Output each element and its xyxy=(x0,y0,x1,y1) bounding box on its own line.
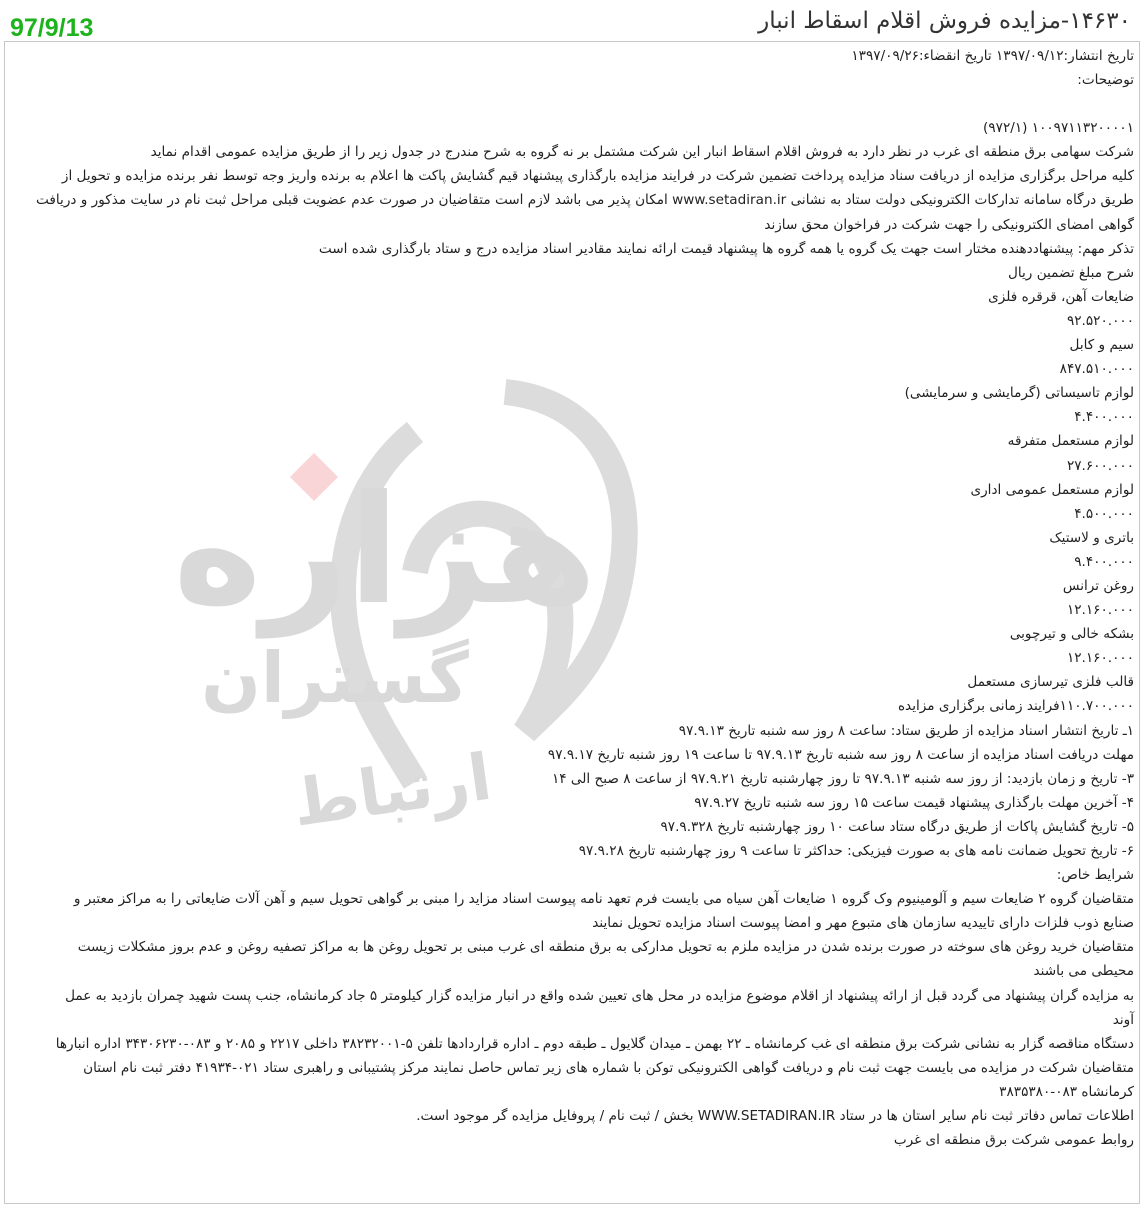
reference-number: ۱۰۰۹۷۱۱۳۲۰۰۰۰۱ (۹۷۲/۱) xyxy=(983,120,1134,137)
announcement-frame xyxy=(4,41,1140,1204)
registration-info: اطلاعات تماس دفاتر ثبت نام سایر استان ها در ستاد WWW.SETADIRAN.IR بخش / ثبت نام / پروفایل مزایده گر موجود است. xyxy=(416,1108,1134,1125)
group-amount: ۸۴۷.۵۱۰.۰۰۰ xyxy=(1059,361,1134,378)
special-conditions-heading: شرایط خاص: xyxy=(1056,867,1134,884)
body-line: متقاضیان گروه ۲ ضایعات سیم و آلومینیوم وک گروه ۱ ضایعات آهن سیاه می بایست فرم تعهد نامه پیوست اسناد مزاید را مبنی بر گواهی تحویل سیم و آهن آلات ضایعاتی را به مراکز معتبر و xyxy=(73,891,1134,908)
group-item: سیم و کابل xyxy=(1069,337,1134,354)
schedule-item: ۵- تاریخ گشایش پاکات از طریق درگاه ستاد ساعت ۱۰ روز چهارشنبه تاریخ ۹۷.۹.۳۲۸ xyxy=(660,818,1134,835)
body-line: گواهی امضای الکترونیکی را جهت شرکت در فراخوان محق سازند xyxy=(764,216,1134,233)
announcement-body xyxy=(10,44,1134,1152)
date-stamp: 97/9/13 xyxy=(10,14,94,42)
body-line: طریق درگاه سامانه تدارکات الکترونیکی دولت ستاد به نشانی www.setadiran.ir امکان پذیر می باشد لازم است متقاضیان در صورت عدم عضویت قبلی مراحل ثبت نام در سایت مذکور و دریافت xyxy=(36,192,1134,209)
signature-line: روابط عمومی شرکت برق منطقه ای غرب xyxy=(893,1132,1134,1149)
body-line: متقاضیان خرید روغن های سوخته در صورت برنده شدن در مزایده ملزم به تحویل مدارکی به برق منطقه ای غرب مبنی بر تحویل روغن ها به مراکز تصفیه روغن و عدم بروز مشکلات زیست xyxy=(77,939,1134,956)
group-item: باتری و لاستیک xyxy=(1049,529,1134,546)
group-amount: ۴.۵۰۰.۰۰۰ xyxy=(1074,505,1134,522)
group-item: ضایعات آهن، قرقره فلزی xyxy=(988,288,1134,305)
page-title: ۱۴۶۳۰-مزایده فروش اقلام اسقاط انبار xyxy=(758,8,1131,34)
watermark-sub-text: گستران xyxy=(201,637,469,719)
contact-line: متقاضیان شرکت در مزایده می بایست جهت ثبت نام و دریافت گواهی الکترونیکی توکن با شماره های زیر تماس حاصل نمایند مرکز پشتیبانی و راهبری ستاد ۰۲۱-۴۱۹۳۴ دفتر ثبت نام استان xyxy=(83,1059,1134,1076)
group-amount: ۹.۴۰۰.۰۰۰ xyxy=(1074,553,1134,570)
contact-line: دستگاه مناقصه گزار به نشانی شرکت برق منطقه ای غب کرمانشاه ـ ۲۲ بهمن ـ میدان گلایول ـ طبقه دوم ـ اداره قراردادها تلفن ۵-۳۸۲۳۲۰۰۱ داخلی ۲۲۱۷ و ۲۰۸۵ و ۰۸۳-۳۴۳۰۶۲۳۰ اداره انبارها xyxy=(55,1035,1134,1052)
group-amount-and-schedule-heading: ۱۱۰.۷۰۰.۰۰۰فرایند زمانی برگزاری مزایده xyxy=(897,698,1134,715)
group-item: قالب فلزی تیرسازی مستعمل xyxy=(967,674,1134,691)
group-item: لوازم مستعمل عمومی اداری xyxy=(970,481,1134,498)
schedule-item: ۳- تاریخ و زمان بازدید: از روز سه شنبه ۹۷.۹.۱۳ تا روز چهارشنبه تاریخ ۹۷.۹.۲۱ از ساعت ۸ صبح الی ۱۴ xyxy=(551,770,1134,787)
body-line: به مزایده گران پیشنهاد می گردد قبل از ارائه پیشنهاد از اقلام موضوع مزایده در محل های تعیین شده واقع در انبار مزایده گزار کیلومتر ۵ جاد کرمانشاه، جنب پست شهید چمران بازدید به عمل xyxy=(65,987,1134,1004)
group-amount: ۱۲.۱۶۰.۰۰۰ xyxy=(1066,650,1134,667)
group-amount: ۱۲.۱۶۰.۰۰۰ xyxy=(1066,602,1134,619)
group-item: لوازم مستعمل متفرقه xyxy=(1007,433,1134,450)
group-item: روغن ترانس xyxy=(1062,577,1134,594)
body-line: محیطی می باشند xyxy=(1033,963,1134,980)
watermark-main-text: هزاره xyxy=(173,464,597,638)
description-heading: توضیحات: xyxy=(1077,72,1134,89)
guarantee-table-header: شرح مبلغ تضمین ریال xyxy=(1008,264,1134,281)
schedule-item: مهلت دریافت اسناد مزایده از ساعت ۸ روز سه شنبه تاریخ ۹۷.۹.۱۳ تا ساعت ۱۹ روز شنبه تاریخ ۹۷.۹.۱۷ xyxy=(547,746,1134,763)
group-item: بشکه خالی و تیرچوبی xyxy=(1009,626,1134,643)
body-line: صنایع ذوب فلزات دارای تاییدیه سازمان های متبوع مهر و امضا پیوست اسناد مزایده تحویل نمایند xyxy=(592,915,1134,932)
schedule-item: ۱ـ تاریخ انتشار اسناد مزایده از طریق ستاد: ساعت ۸ روز سه شنبه تاریخ ۹۷.۹.۱۳ xyxy=(678,722,1134,739)
contact-line: کرمانشاه ۰۸۳-۳۸۳۵۳۸۰ xyxy=(999,1083,1134,1100)
group-amount: ۴.۴۰۰.۰۰۰ xyxy=(1074,409,1134,426)
publish-dates: تاریخ انتشار:۱۳۹۷/۰۹/۱۲ تاریخ انقضاء:۱۳۹۷/۰۹/۲۶ xyxy=(851,48,1134,64)
group-amount: ۲۷.۶۰۰.۰۰۰ xyxy=(1066,457,1134,474)
schedule-item: ۴- آخرین مهلت بارگذاری پیشنهاد قیمت ساعت ۱۵ روز سه شنبه تاریخ ۹۷.۹.۲۷ xyxy=(694,794,1134,811)
watermark-side-text: ارتباط xyxy=(288,740,496,842)
body-line: آوند xyxy=(1112,1011,1134,1028)
body-line: شرکت سهامی برق منطقه ای غرب در نظر دارد به فروش اقلام اسقاط انبار این شرکت مشتمل بر نه گروه به شرح مندرج در جدول زیر را از طریق مزایده عمومی اقدام نماید xyxy=(150,144,1134,161)
group-amount: ۹۲.۵۲۰.۰۰۰ xyxy=(1066,312,1134,329)
schedule-item: ۶- تاریخ تحویل ضمانت نامه های به صورت فیزیکی: حداکثر تا ساعت ۹ روز چهارشنبه تاریخ ۹۷.۹.۲۸ xyxy=(578,843,1134,859)
body-line: کلیه مراحل برگزاری مزایده از دریافت سناد مزایده پرداخت تضمین شرکت در فرایند مزایده بارگذاری پیشنهاد قیم گشایش پاکت ها اعلام به برنده واریز وجه توسط نفر برنده مزایده و تحویل از xyxy=(61,168,1134,185)
group-item: لوازم تاسیساتی (گرمایشی و سرمایشی) xyxy=(904,385,1134,402)
important-note: تذکر مهم: پیشنهاددهنده مختار است جهت یک گروه یا همه گروه ها پیشنهاد قیمت ارائه نمایند مقادیر اسناد مزایده درج و ستاد بارگذاری شده است xyxy=(318,240,1134,257)
